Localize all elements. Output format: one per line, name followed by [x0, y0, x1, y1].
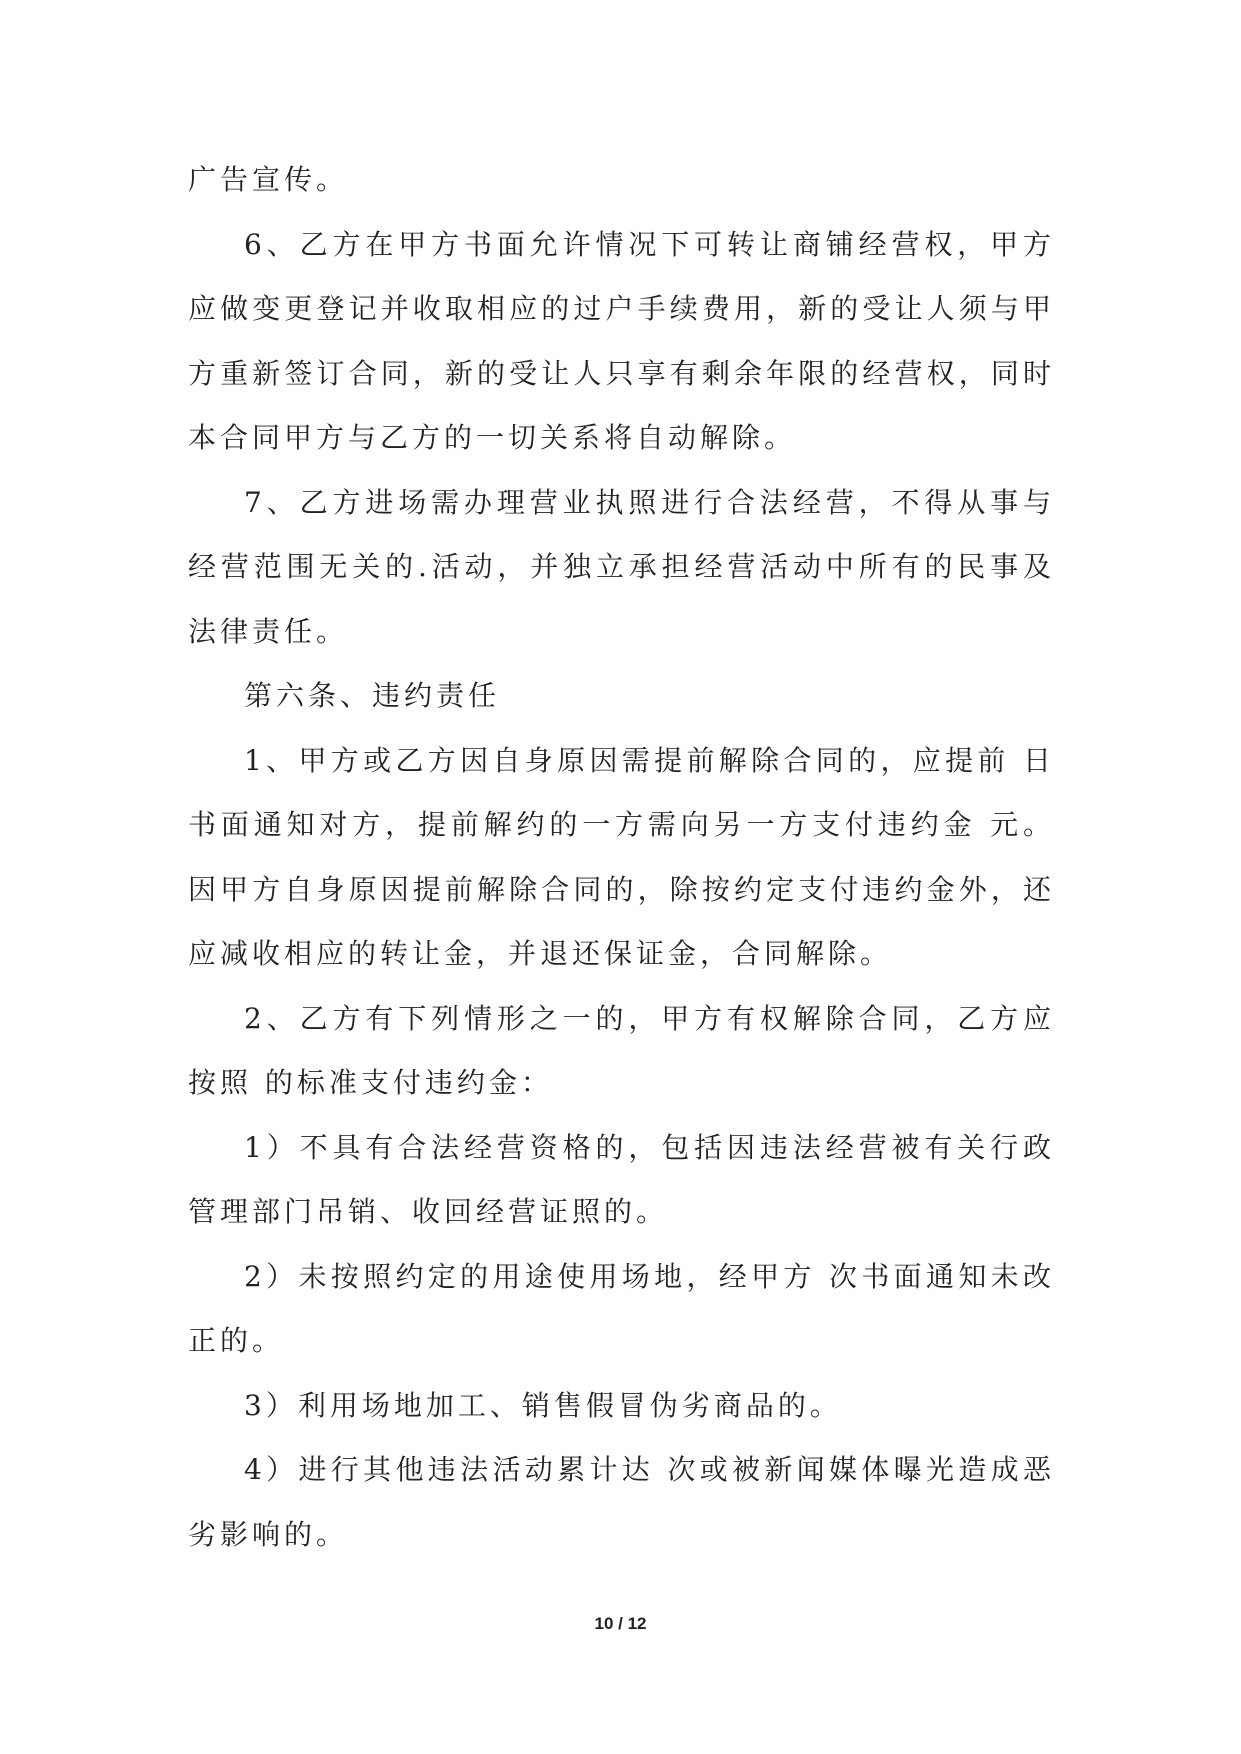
paragraph: 6、乙方在甲方书面允许情况下可转让商铺经营权，甲方应做变更登记并收取相应的过户手续费用，新的受让人须与甲方重新签订合同，新的受让人只享有剩余年限的经营权，同时本合同甲方与乙方的一切关系将自动解除。	[188, 227, 1055, 454]
paragraph: 1、甲方或乙方因自身原因需提前解除合同的，应提前 日书面通知对方，提前解约的一方需向另一方支付违约金 元。因甲方自身原因提前解除合同的，除按约定支付违约金外，还应减收相应的转让金，并退还保证金，合同解除。	[188, 743, 1055, 970]
paragraph: 广告宣传。	[188, 163, 349, 196]
document-body	[188, 148, 1055, 1567]
list-item: 3）利用场地加工、销售假冒伪劣商品的。	[244, 1388, 842, 1422]
section-heading: 第六条、违约责任	[244, 679, 501, 712]
page-number: 10 / 12	[594, 1614, 647, 1633]
paragraph: 7、乙方进场需办理营业执照进行合法经营，不得从事与经营范围无关的.活动，并独立承担经营活动中所有的民事及法律责任。	[188, 485, 1055, 648]
paragraph: 2、乙方有下列情形之一的，甲方有权解除合同，乙方应按照 的标准支付违约金：	[188, 1001, 1055, 1099]
list-item: 4）进行其他违法活动累计达 次或被新闻媒体曝光造成恶劣影响的。	[188, 1453, 1055, 1551]
list-item: 1）不具有合法经营资格的，包括因违法经营被有关行政管理部门吊销、收回经营证照的。	[188, 1130, 1055, 1228]
list-item: 2）未按照约定的用途使用场地，经甲方 次书面通知未改正的。	[188, 1259, 1055, 1357]
